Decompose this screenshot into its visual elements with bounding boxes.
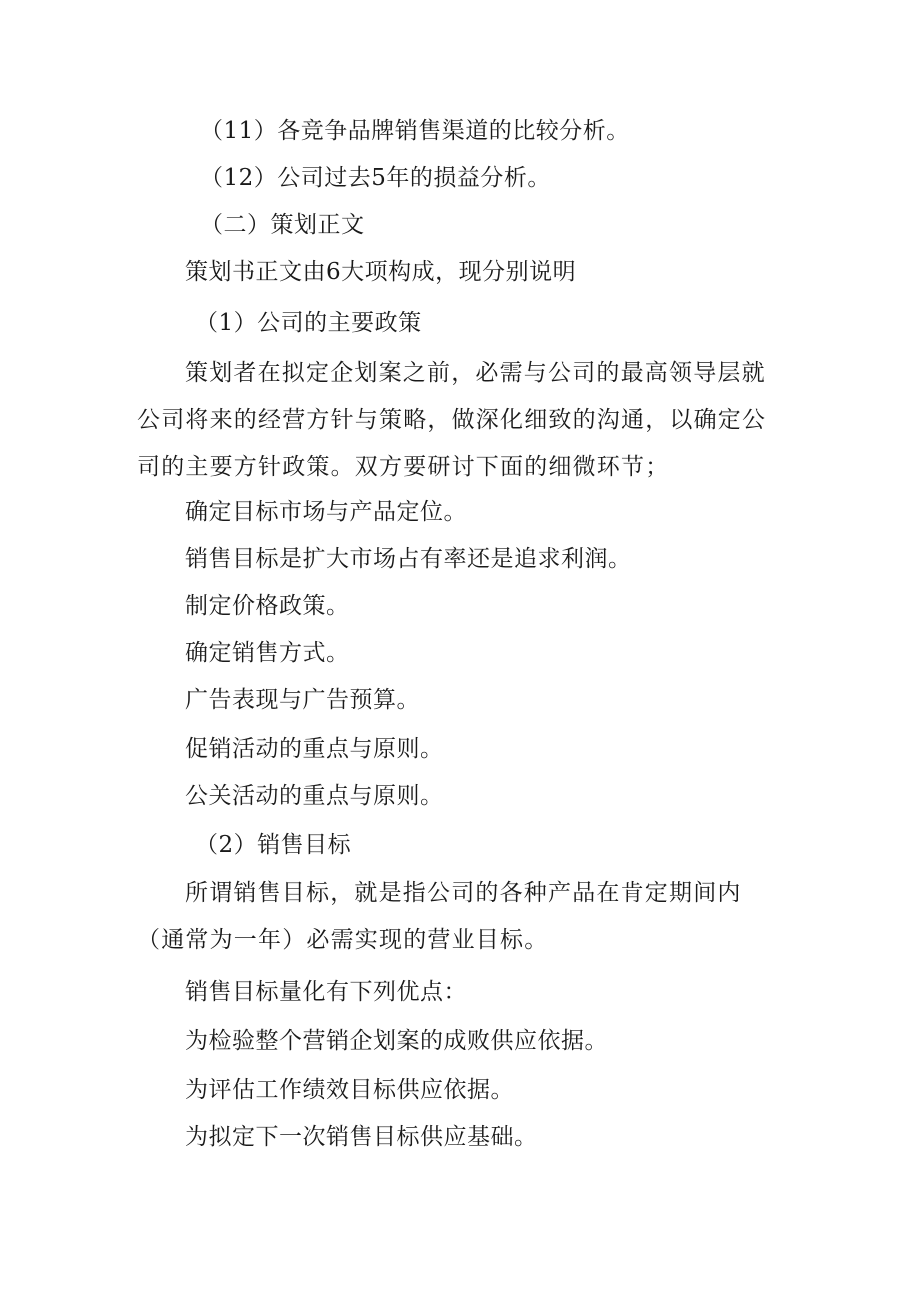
- paragraph: 策划书正文由6大项构成，现分别说明: [185, 259, 577, 285]
- paragraph: 所谓销售目标，就是指公司的各种产品在肯定期间内（通常为一年）必需实现的营业目标。: [137, 880, 742, 953]
- paragraph: 策划者在拟定企划案之前，必需与公司的最高领导层就公司将来的经营方针与策略，做深化细致的沟通，以确定公司的主要方针政策。双方要研讨下面的细微环节；: [137, 360, 767, 480]
- list-item: （12）公司过去5年的损益分析。: [200, 165, 551, 191]
- list-item: 制定价格政策。: [185, 593, 350, 619]
- list-item: 确定目标市场与产品定位。: [185, 499, 467, 525]
- subsection-heading: （1）公司的主要政策: [195, 310, 422, 336]
- list-item: 确定销售方式。: [185, 640, 350, 666]
- list-item: 销售目标是扩大市场占有率还是追求利润。: [185, 546, 632, 572]
- list-item: 促销活动的重点与原则。: [185, 736, 444, 762]
- list-item: 为拟定下一次销售目标供应基础。: [185, 1124, 538, 1150]
- list-item: 为检验整个营销企划案的成败供应依据。: [185, 1028, 608, 1054]
- list-item: 公关活动的重点与原则。: [185, 783, 444, 809]
- list-item: （11）各竞争品牌销售渠道的比较分析。: [200, 118, 630, 144]
- subsection-heading: （2）销售目标: [195, 832, 352, 858]
- list-item: 销售目标量化有下列优点：: [185, 979, 467, 1005]
- list-item: 广告表现与广告预算。: [185, 687, 420, 713]
- list-item: 为评估工作绩效目标供应依据。: [185, 1077, 514, 1103]
- section-heading: （二）策划正文: [200, 212, 365, 238]
